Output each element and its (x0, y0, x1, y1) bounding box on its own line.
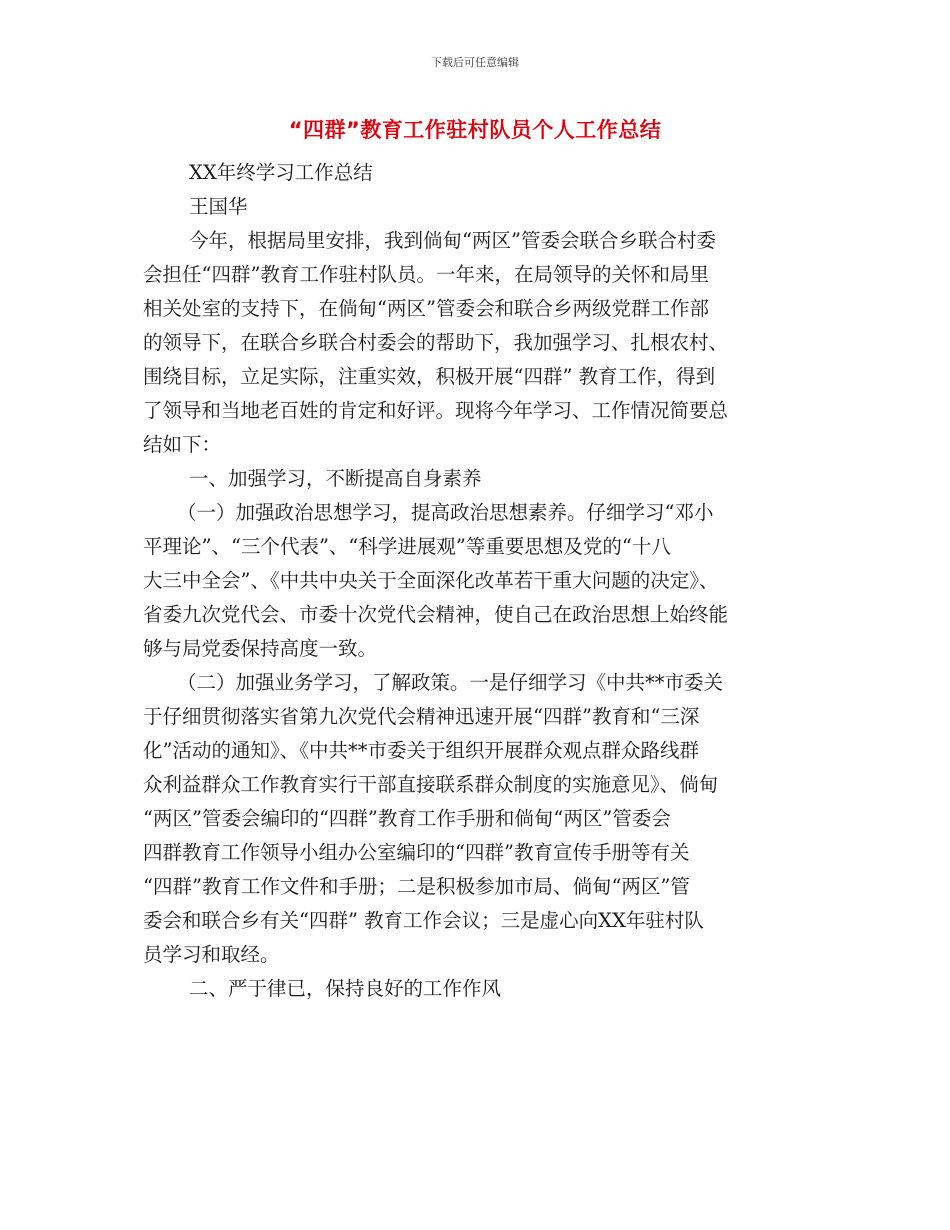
header-note: 下载后可任意编辑 (431, 56, 519, 69)
paragraph-line: 省委九次党代会、市委十次党代会精神，使自己在政治思想上始终能 (143, 603, 729, 626)
subtitle: XX年终学习工作总结 (189, 161, 373, 184)
paragraph-line: 的领导下，在联合乡联合村委会的帮助下，我加强学习、扎根农村、 (143, 331, 729, 354)
paragraph-line: 会担任“四群”教育工作驻村队员。一年来，在局领导的关怀和局里 (143, 263, 709, 286)
paragraph-line: 员学习和取经。 (143, 943, 280, 966)
section-heading: 一、加强学习，不断提高自身素养 (189, 467, 482, 490)
author: 王国华 (189, 195, 248, 218)
paragraph-line: 化”活动的通知》、《中共**市委关于组织开展群众观点群众路线群 (143, 739, 699, 762)
paragraph-line: 于仔细贯彻落实省第九次党代会精神迅速开展“四群”教育和“三深 (143, 705, 700, 728)
paragraph-line: 大三中全会”、《中共中央关于全面深化改革若干重大问题的决定》、 (143, 569, 719, 592)
paragraph-line: 结如下： (143, 433, 222, 456)
paragraph-line: 众利益群众工作教育实行干部直接联系群众制度的实施意见》、倘甸 (143, 773, 719, 796)
paragraph-line: （二）加强业务学习，了解政策。一是仔细学习《中共**市委关 (177, 671, 724, 694)
paragraph-line: “四群”教育工作文件和手册；二是积极参加市局、倘甸“两区”管 (143, 875, 690, 898)
paragraph-line: 了领导和当地老百姓的肯定和好评。现将今年学习、工作情况简要总 (143, 399, 729, 422)
document-body (143, 156, 808, 1006)
paragraph-line: （一）加强政治思想学习，提高政治思想素养。仔细学习“邓小 (177, 501, 714, 524)
paragraph-line: 委会和联合乡有关“四群” 教育工作会议；三是虚心向XX年驻村队 (143, 909, 704, 932)
paragraph-line: 相关处室的支持下，在倘甸“两区”管委会和联合乡两级党群工作部 (143, 297, 709, 320)
paragraph-line: 够与局党委保持高度一致。 (143, 637, 378, 660)
paragraph-line: 围绕目标，立足实际，注重实效，积极开展“四群” 教育工作，得到 (143, 365, 716, 388)
paragraph-line: 今年，根据局里安排，我到倘甸“两区”管委会联合乡联合村委 (189, 229, 716, 252)
paragraph-line: “两区”管委会编印的“四群”教育工作手册和倘甸“两区”管委会 (143, 807, 671, 830)
document-title: “四群”教育工作驻村队员个人工作总结 (288, 118, 662, 142)
paragraph-line: 平理论”、“三个代表”、“科学进展观”等重要思想及党的“十八 (143, 535, 671, 558)
section-heading: 二、严于律已，保持良好的工作作风 (189, 977, 502, 1000)
paragraph-line: 四群教育工作领导小组办公室编印的“四群”教育宣传手册等有关 (143, 841, 690, 864)
